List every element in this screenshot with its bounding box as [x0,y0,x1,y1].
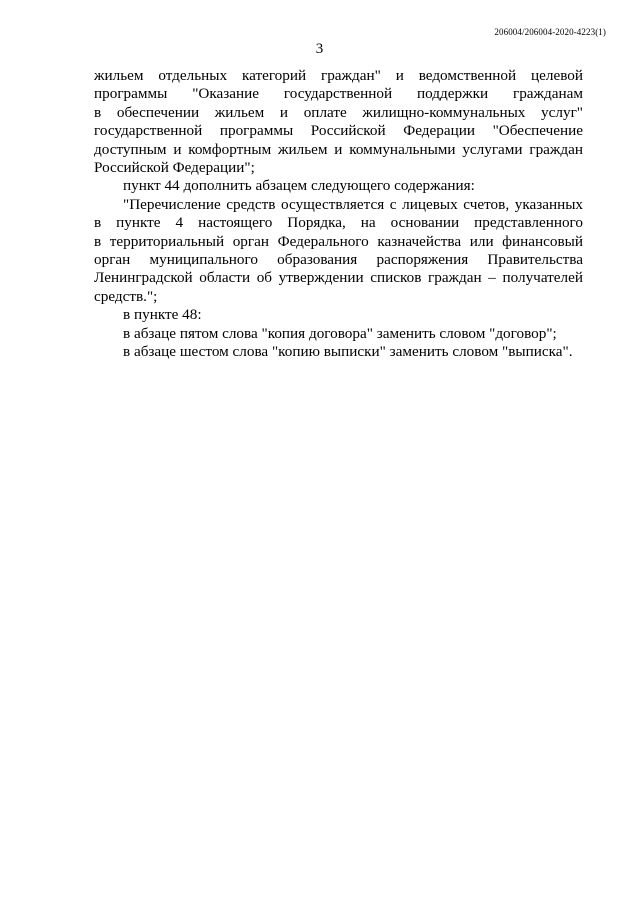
paragraph-4 [94,306,583,324]
text-line: в обеспечении жильем и оплате жилищно-коммунальных услуг" [94,103,583,121]
text-line: жильем отдельных категорий граждан" и ведомственной целевой [94,67,583,84]
text-line: в пункте 4 настоящего Порядка, на основании представленного [94,214,583,232]
paragraph-5 [94,325,583,343]
text-line: пункт 44 дополнить абзацем следующего содержания: [123,177,475,195]
document-id: 206004/206004-2020-4223(1) [494,27,606,37]
text-line: в территориальный орган Федерального казначейства или финансовый [94,232,583,250]
paragraph-3 [94,196,583,306]
text-line: "Перечисление средств осуществляется с лицевых счетов, указанных [123,195,583,213]
paragraph-1 [94,67,583,177]
text-line: доступным и комфортным жильем и коммунальными услугами граждан [94,140,583,158]
text-line: Российской Федерации"; [94,159,255,177]
paragraph-6 [94,343,583,361]
text-line: государственной программы Российской Федерации "Обеспечение [94,122,583,140]
text-line: программы "Оказание государственной поддержки гражданам [94,85,583,103]
text-line: в абзаце шестом слова "копию выписки" заменить словом "выписка". [123,343,573,361]
text-line: в пункте 48: [123,306,202,324]
text-line: средств."; [94,287,158,305]
text-line: орган муниципального образования распоряжения Правительства [94,251,583,269]
text-line: Ленинградской области об утверждении списков граждан – получателей [94,269,583,287]
text-line: в абзаце пятом слова "копия договора" заменить словом "договор"; [123,324,557,342]
paragraph-2 [94,177,583,195]
page-number: 3 [315,41,324,57]
body-text [94,67,583,362]
